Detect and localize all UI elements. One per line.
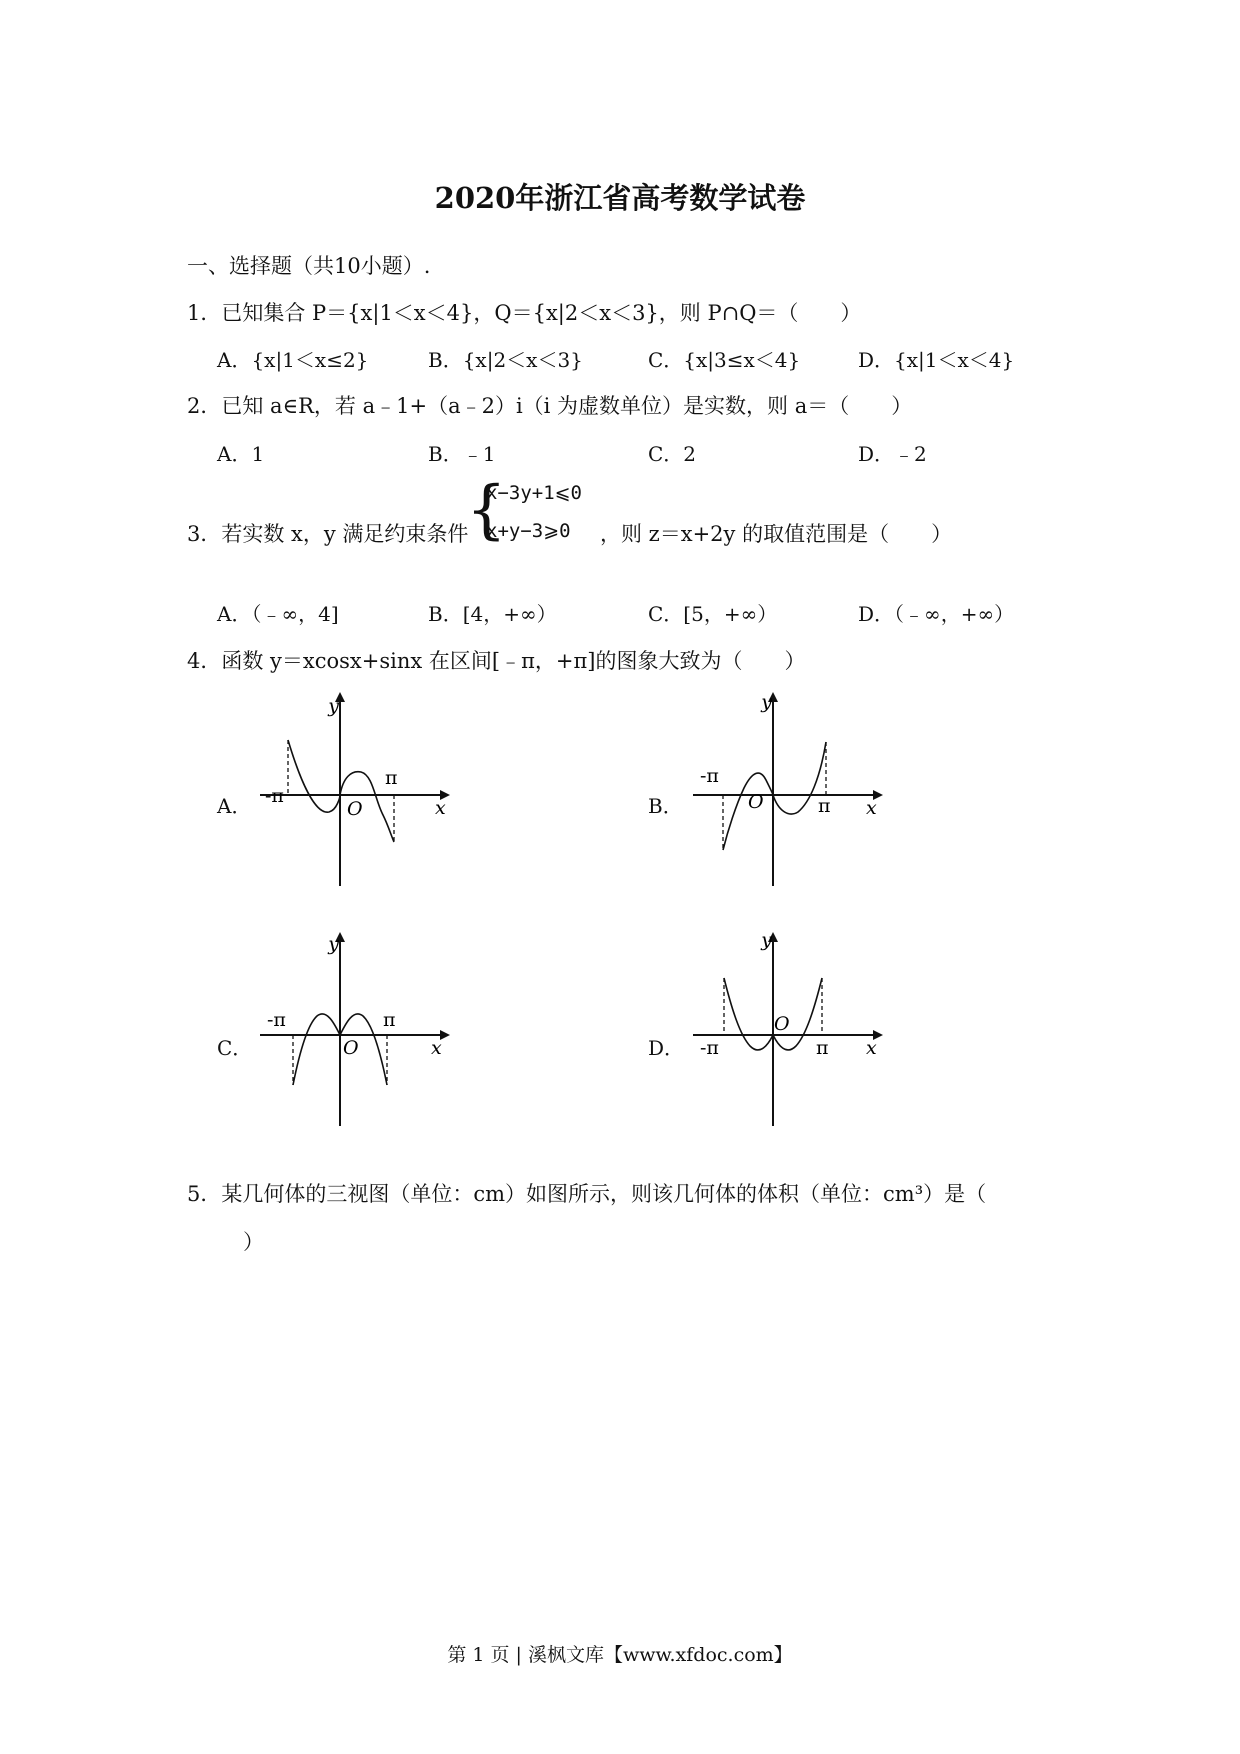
q1-option-a: A．{x|1＜x≤2} [217,348,369,372]
q3-stem-before: 3．若实数 x，y 满足约束条件 [187,522,469,546]
q3-option-a: A．（﹣∞，4] [217,602,339,626]
pi-label: π [818,795,831,817]
q2-stem: 2．已知 a∈R，若 a﹣1+（a﹣2）i（i 为虚数单位）是实数，则 a＝（ ） [187,394,913,418]
neg-pi-label: -π [700,765,719,787]
origin-label: O [748,791,764,813]
neg-pi-label: -π [265,785,284,807]
q4-graph-a [255,690,455,890]
section-heading: 一、选择题（共10小题）. [187,254,431,278]
q1-option-b: B．{x|2＜x＜3} [428,348,583,372]
q1-stem: 1．已知集合 P＝{x|1＜x＜4}，Q＝{x|2＜x＜3}，则 P∩Q＝（ ） [187,301,862,325]
y-label: y [328,695,339,717]
q1-option-c: C．{x|3≤x＜4} [648,348,801,372]
origin-label: O [774,1013,790,1035]
q3-option-b: B．[4，+∞） [428,602,557,626]
x-label: x [866,1037,877,1059]
q4-graph-d [688,930,888,1130]
pi-label: π [385,767,398,789]
q1-option-d: D．{x|1＜x＜4} [858,348,1015,372]
x-label: x [866,797,877,819]
q2-option-b: B．﹣1 [428,442,496,466]
page-title: 2020年浙江省高考数学试卷 [434,181,806,215]
pi-label: π [383,1009,396,1031]
q3-constraint-2: x+y−3⩾0 [486,520,571,542]
q5-stem-cont: ） [243,1230,264,1254]
q4-graph-b [688,690,888,890]
x-label: x [431,1037,442,1059]
x-label: x [435,797,446,819]
q5-stem: 5．某几何体的三视图（单位：cm）如图所示，则该几何体的体积（单位：cm³）是（ [187,1182,987,1206]
q4-graph-c [255,930,455,1130]
q3-option-d: D．（﹣∞，+∞） [858,602,1015,626]
q4-stem: 4．函数 y＝xcosx+sinx 在区间[﹣π，+π]的图象大致为（ ） [187,649,806,673]
y-label: y [328,933,339,955]
q3-constraint-1: x−3y+1⩽0 [486,482,582,504]
origin-label: O [343,1037,359,1059]
pi-label: π [816,1037,829,1059]
neg-pi-label: -π [700,1037,719,1059]
q4-option-c-label: C． [217,1036,253,1060]
q4-option-b-label: B． [648,794,683,818]
origin-label: O [347,798,363,820]
page-footer: 第 1 页 | 溪枫文库【www.xfdoc.com】 [447,1644,793,1666]
constraint-brace: { [466,473,507,547]
y-label: y [761,930,772,951]
q4-option-a-label: A． [217,794,252,818]
q3-option-c: C．[5，+∞） [648,602,778,626]
q3-stem-after: ，则 z＝x+2y 的取值范围是（ ） [600,522,953,546]
q2-option-c: C．2 [648,442,697,466]
q2-option-d: D．﹣2 [858,442,927,466]
neg-pi-label: -π [267,1009,286,1031]
q2-option-a: A．1 [217,442,265,466]
y-label: y [761,691,772,713]
q4-option-d-label: D． [648,1036,685,1060]
